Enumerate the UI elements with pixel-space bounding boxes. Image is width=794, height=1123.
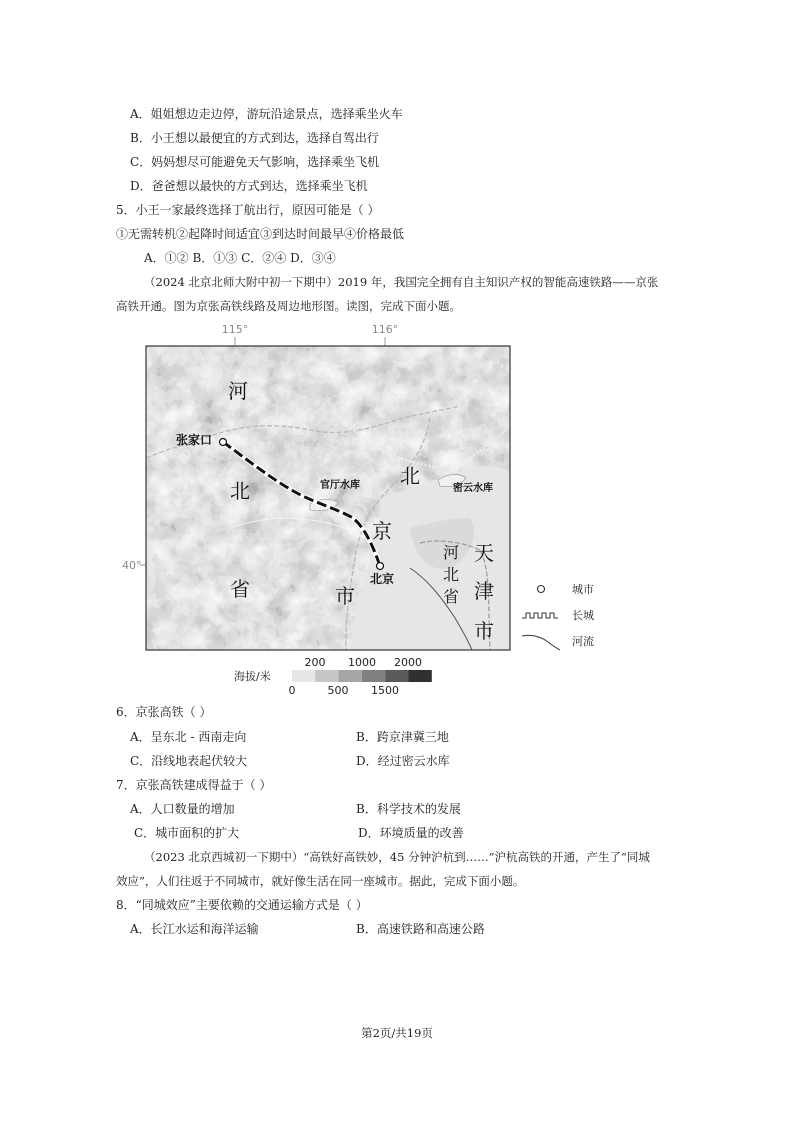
q6-stem: 6．京张高铁（ ）: [116, 705, 212, 719]
option-d: D．爸爸想以最快的方式到达，选择乘坐飞机: [130, 179, 368, 193]
passage1-line1: （2024 北京北师大附中初一下期中）2019 年，我国完全拥有自主知识产权的智能高速铁路——京张: [144, 275, 659, 289]
q7-option-a: A．人口数量的增加: [130, 802, 235, 816]
q7-option-c: C．城市面积的扩大: [134, 826, 240, 840]
elevation-swatch: [339, 670, 362, 682]
q7-option-d: D．环境质量的改善: [358, 826, 464, 840]
beijing-marker: [377, 563, 384, 570]
elev-tick-1500: 1500: [371, 684, 399, 697]
option-a: A．姐姐想边走边停，游玩沿途景点，选择乘坐火车: [130, 107, 403, 121]
tianjin-char2: 津: [474, 579, 494, 603]
legend-wall-icon: [522, 613, 558, 618]
elevation-title: 海拔/米: [234, 670, 271, 683]
q6-option-d: D．经过密云水库: [356, 754, 450, 768]
elevation-swatch: [292, 670, 315, 682]
hebei-small-char1: 河: [443, 543, 460, 562]
q5-choices: A．①② B．①③ C．②④ D．③④: [144, 251, 336, 265]
option-c: C．妈妈想尽可能避免天气影响，选择乘坐飞机: [130, 155, 380, 169]
elev-tick-1000: 1000: [348, 656, 376, 669]
q6-option-c: C．沿线地表起伏较大: [130, 754, 248, 768]
hebei-char1: 河: [228, 379, 248, 403]
tianjin-char1: 天: [474, 541, 494, 565]
elev-tick-2000: 2000: [394, 656, 422, 669]
q5-stem: 5．小王一家最终选择丁航出行，原因可能是（ ）: [116, 203, 380, 217]
elevation-swatch: [409, 670, 432, 682]
page-footer: 第2页/共19页: [361, 1026, 433, 1040]
miyun-label: 密云水库: [453, 483, 493, 494]
hebei-small-char3: 省: [443, 587, 460, 606]
lon-115-label: 115°: [221, 323, 249, 336]
elevation-swatch: [362, 670, 385, 682]
hebei-char2: 北: [230, 479, 250, 503]
bjshi-char1: 北: [400, 464, 420, 488]
q5-statements: ①无需转机②起降时间适宜③到达时间最早④价格最低: [116, 227, 405, 241]
guanting-label: 官厅水库: [320, 480, 360, 491]
q7-option-b: B．科学技术的发展: [356, 802, 461, 816]
legend-wall-label: 长城: [572, 609, 594, 622]
elev-tick-0: 0: [288, 684, 296, 697]
passage1-line2: 高铁开通。图为京张高铁线路及周边地形图。读图，完成下面小题。: [116, 299, 461, 313]
lon-116-label: 116°: [371, 323, 399, 336]
bjshi-char2: 京: [372, 519, 392, 543]
option-b: B．小王想以最便宜的方式到达，选择自驾出行: [130, 131, 379, 145]
tianjin-char3: 市: [474, 619, 494, 643]
q6-option-b: B．跨京津冀三地: [356, 730, 449, 744]
passage2-line1: （2023 北京西城初一下期中）“高铁好高铁妙，45 分钟沪杭到……”沪杭高铁的开通，产生了“同城: [144, 850, 650, 864]
legend-city-icon: [538, 586, 545, 593]
passage2-line2: 效应”，人们往返于不同城市，就好像生活在同一座城市。据此，完成下面小题。: [116, 874, 525, 888]
elevation-bar: [292, 670, 432, 682]
bjshi-char3: 市: [335, 584, 355, 608]
legend-river-icon: [522, 635, 560, 650]
elevation-swatch: [315, 670, 338, 682]
q8-stem: 8．“同城效应”主要依赖的交通运输方式是（ ）: [116, 898, 368, 912]
zhangjiakou-label: 张家口: [176, 433, 213, 447]
q8-option-a: A．长江水运和海洋运输: [130, 922, 259, 936]
elev-tick-500: 500: [327, 684, 349, 697]
elev-tick-200: 200: [304, 656, 326, 669]
lat-40-label: 40°: [122, 559, 142, 572]
legend-river-label: 河流: [572, 635, 594, 648]
q7-stem: 7．京张高铁建成得益于（ ）: [116, 778, 272, 792]
q8-option-b: B．高速铁路和高速公路: [356, 922, 485, 936]
terrain-map: [110, 318, 610, 697]
elevation-swatch: [385, 670, 408, 682]
hebei-char3: 省: [230, 577, 250, 601]
legend-city-label: 城市: [572, 583, 594, 596]
beijing-label: 北京: [370, 572, 395, 586]
hebei-small-char2: 北: [443, 565, 460, 584]
q6-option-a: A．呈东北 - 西南走向: [130, 730, 247, 744]
zhangjiakou-marker: [220, 439, 227, 446]
